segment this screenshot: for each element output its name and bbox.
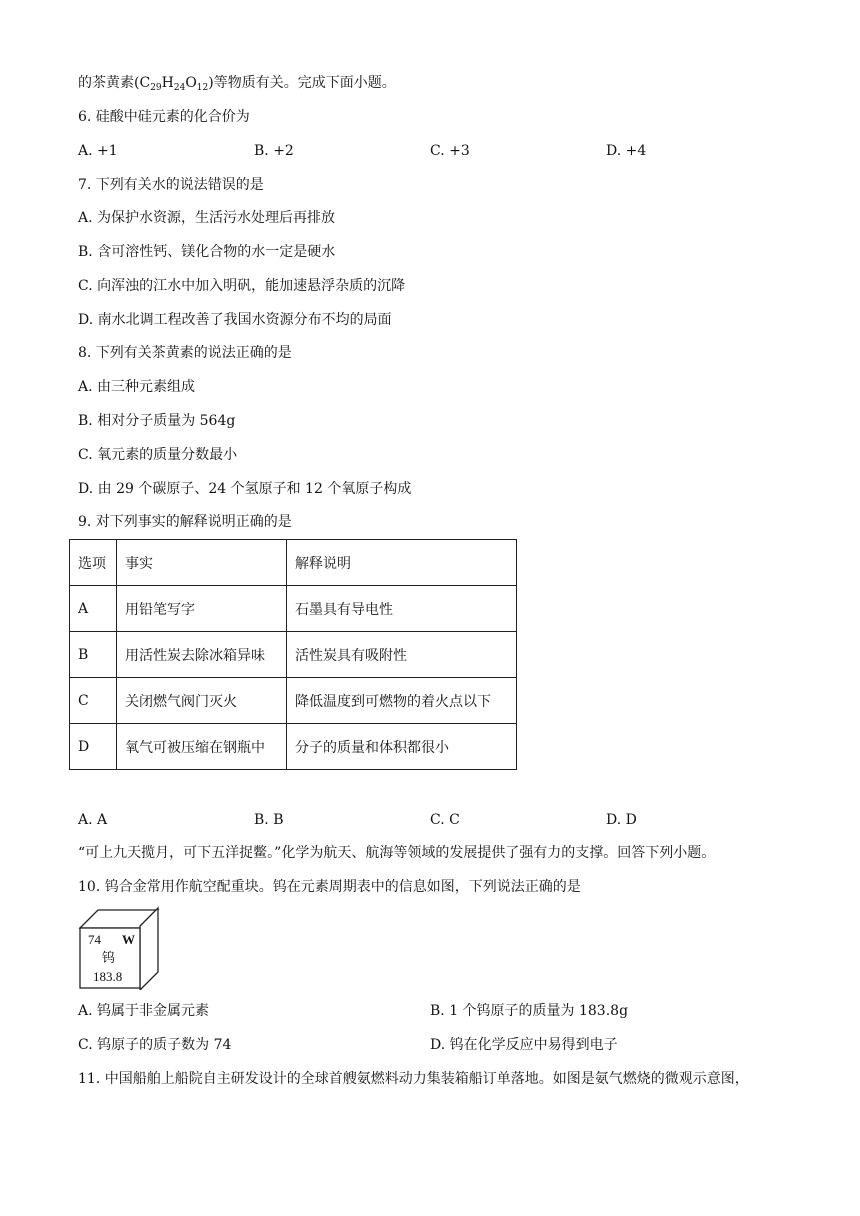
element-name: 钨 bbox=[102, 951, 116, 966]
table-header-row bbox=[70, 540, 517, 586]
q10-options-row-2 bbox=[78, 1035, 778, 1055]
q8-option-b: B. 相对分子质量为 564g bbox=[78, 413, 236, 429]
q7-option-d: D. 南水北调工程改善了我国水资源分布不均的局面 bbox=[78, 312, 392, 328]
q10-option-c: C. 钨原子的质子数为 74 bbox=[78, 1037, 232, 1053]
element-number: 74 bbox=[88, 932, 101, 947]
q10-option-d: D. 钨在化学反应中易得到电子 bbox=[430, 1037, 618, 1053]
q9-options bbox=[78, 810, 778, 830]
table-cell: 石墨具有导电性 bbox=[287, 586, 517, 632]
q6-option-d: D. +4 bbox=[606, 143, 647, 159]
table-cell: 分子的质量和体积都很小 bbox=[287, 724, 517, 770]
q9-option-b: B. B bbox=[254, 812, 284, 828]
q10-option-b: B. 1 个钨原子的质量为 183.8g bbox=[430, 1003, 629, 1019]
q10-stem: 10. 钨合金常用作航空配重块。钨在元素周期表中的信息如图，下列说法正确的是 bbox=[78, 879, 581, 895]
q10-option-a: A. 钨属于非金属元素 bbox=[78, 1003, 210, 1019]
q9-option-a: A. A bbox=[78, 812, 108, 828]
q7-option-b: B. 含可溶性钙、镁化合物的水一定是硬水 bbox=[78, 244, 336, 260]
element-symbol: W bbox=[122, 932, 135, 947]
q9-option-c: C. C bbox=[430, 812, 460, 828]
table-cell: D bbox=[70, 724, 117, 770]
table-header-cell: 事实 bbox=[117, 540, 287, 586]
table-cell: 用铅笔写字 bbox=[117, 586, 287, 632]
intro-passage-tail: 的茶黄素$(C_{29}H_{24}O_{12})$等物质有关。完成下面小题。 bbox=[78, 75, 396, 93]
table-cell: 氧气可被压缩在钢瓶中 bbox=[117, 724, 287, 770]
table-header-cell: 解释说明 bbox=[287, 540, 517, 586]
q9-table bbox=[69, 539, 517, 770]
table-header-cell: 选项 bbox=[70, 540, 117, 586]
q8-stem: 8. 下列有关茶黄素的说法正确的是 bbox=[78, 345, 292, 361]
table-cell: 降低温度到可燃物的着火点以下 bbox=[287, 678, 517, 724]
element-mass: 183.8 bbox=[93, 969, 123, 984]
element-tile-tungsten bbox=[76, 882, 160, 990]
q6-option-c: C. +3 bbox=[430, 143, 470, 159]
table-row bbox=[70, 632, 517, 678]
q8-option-d: D. 由 29 个碳原子、24 个氢原子和 12 个氧原子构成 bbox=[78, 481, 412, 497]
q6-stem: 6. 硅酸中硅元素的化合价为 bbox=[78, 109, 250, 125]
q8-option-a: A. 由三种元素组成 bbox=[78, 379, 196, 395]
table-cell: 关闭燃气阀门灭火 bbox=[117, 678, 287, 724]
table-row bbox=[70, 678, 517, 724]
q11-stem: 11. 中国船舶上船院自主研发设计的全球首艘氨燃料动力集装箱船订单落地。如图是氨气燃烧的微观示意图， bbox=[78, 1071, 749, 1087]
q6-options bbox=[78, 141, 778, 161]
table-cell: C bbox=[70, 678, 117, 724]
q8-option-c: C. 氧元素的质量分数最小 bbox=[78, 447, 238, 463]
q6-option-a: A. +1 bbox=[78, 143, 118, 159]
q10-options-row-1 bbox=[78, 1001, 778, 1021]
table-cell: B bbox=[70, 632, 117, 678]
table-row bbox=[70, 586, 517, 632]
element-cube-figure bbox=[76, 882, 160, 990]
q7-stem: 7. 下列有关水的说法错误的是 bbox=[78, 177, 264, 193]
table-row bbox=[70, 724, 517, 770]
q9-stem: 9. 对下列事实的解释说明正确的是 bbox=[78, 514, 292, 530]
passage-2: “可上九天揽月，可下五洋捉鳖。”化学为航天、航海等领域的发展提供了强有力的支撑。回答下列小题。 bbox=[78, 845, 716, 861]
table-cell: 活性炭具有吸附性 bbox=[287, 632, 517, 678]
q9-option-d: D. D bbox=[606, 812, 637, 828]
table-cell: A bbox=[70, 586, 117, 632]
table-cell: 用活性炭去除冰箱异味 bbox=[117, 632, 287, 678]
q6-option-b: B. +2 bbox=[254, 143, 294, 159]
q7-option-a: A. 为保护水资源，生活污水处理后再排放 bbox=[78, 210, 336, 226]
q7-option-c: C. 向浑浊的江水中加入明矾，能加速悬浮杂质的沉降 bbox=[78, 278, 406, 294]
